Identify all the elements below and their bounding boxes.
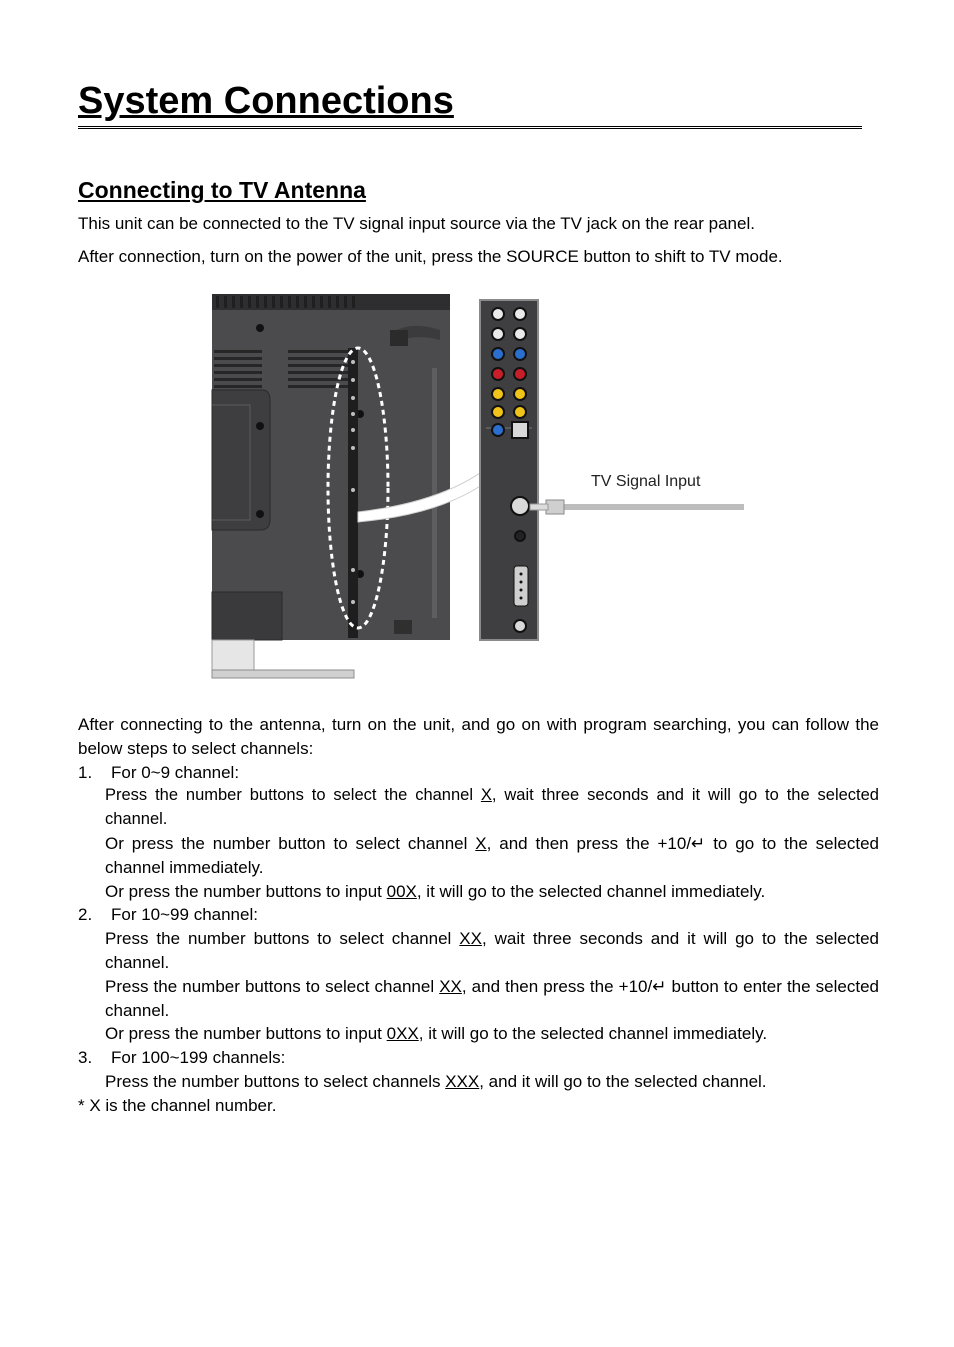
step-2-line-3: Or press the number buttons to input 0XX, it will go to the selected channel immediately. <box>105 1024 768 1044</box>
antenna-cable <box>530 500 744 514</box>
footnote: * X is the channel number. <box>78 1095 277 1115</box>
steps-intro: After connecting to the antenna, turn on the unit, and go on with program searching, you can follow the below steps to select channels: <box>78 715 879 758</box>
step-3-line-1: Press the number buttons to select channels XXX, and it will go to the selected channel. <box>105 1071 767 1091</box>
step-2-line-1: Press the number buttons to select channel XX, wait three seconds and it will go to the selected channel. <box>105 929 879 972</box>
tv-rear-body <box>212 294 450 640</box>
tv-stand <box>212 640 354 678</box>
step-1-line-1: Press the number buttons to select the channel X, wait three seconds and it will go to the selected channel. <box>105 786 879 829</box>
step-1-line-3: Or press the number buttons to input 00X, it will go to the selected channel immediately. <box>105 881 766 901</box>
rear-panel-figure <box>210 290 750 682</box>
section-title: Connecting to TV Antenna <box>78 177 366 203</box>
page-title: System Connections <box>78 78 862 129</box>
step-3-heading: 3. For 100~199 channels: <box>78 1048 286 1068</box>
tv-signal-input-label: TV Signal Input <box>591 473 701 490</box>
intro-paragraph-1: This unit can be connected to the TV signal input source via the TV jack on the rear panel. <box>78 214 755 233</box>
step-1-heading: 1. For 0~9 channel: <box>78 762 240 782</box>
intro-paragraph-2: After connection, turn on the power of the unit, press the SOURCE button to shift to TV mode. <box>78 247 783 266</box>
connector-panel <box>480 300 538 640</box>
step-2-line-2: Press the number buttons to select channel XX, and then press the +10/↵ button to enter the selected channel. <box>105 976 879 1020</box>
steps-section <box>78 713 879 1118</box>
step-1-line-2: Or press the number button to select channel X, and then press the +10/↵ to go to the selected channel immediately. <box>105 833 879 877</box>
step-2-heading: 2. For 10~99 channel: <box>78 905 258 925</box>
